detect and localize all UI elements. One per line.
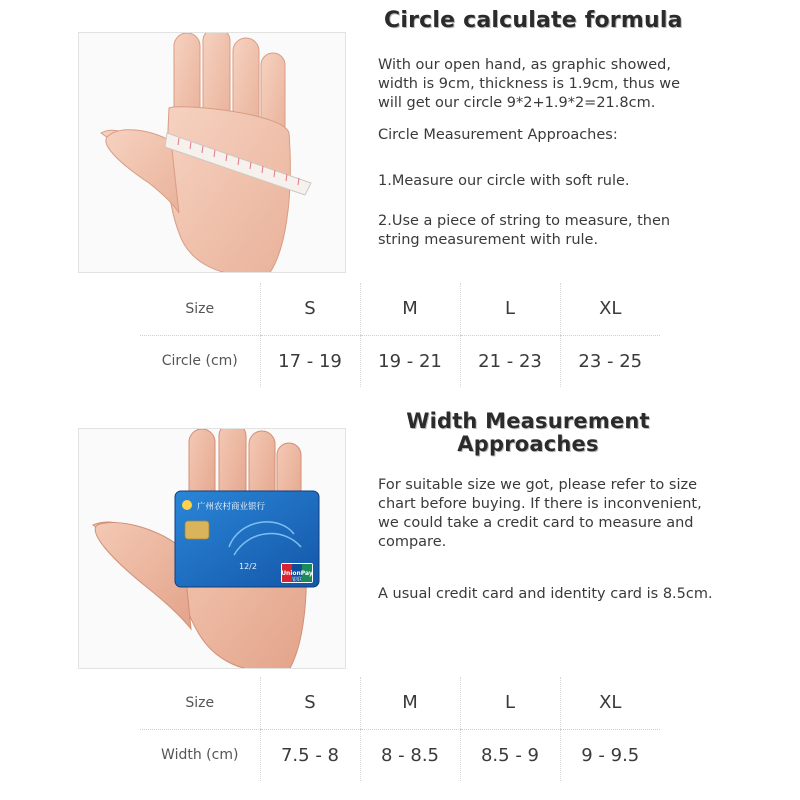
unionpay-label: UnionPay <box>281 570 313 577</box>
width-value-xl: 9 - 9.5 <box>560 729 660 781</box>
circle-size-table <box>140 283 660 387</box>
circle-value-l: 21 - 23 <box>460 335 560 387</box>
width-value-s: 7.5 - 8 <box>260 729 360 781</box>
credit-card <box>175 491 319 587</box>
size-m: M <box>360 677 460 729</box>
size-s: S <box>260 677 360 729</box>
hand-with-measuring-tape-illustration <box>79 33 346 273</box>
size-xl: XL <box>560 677 660 729</box>
hand-tape-photo <box>78 32 346 273</box>
unionpay-label-cn: 银联 <box>291 577 303 583</box>
size-m: M <box>360 283 460 335</box>
card-number-text: 12/2 <box>239 562 257 571</box>
size-l: L <box>460 677 560 729</box>
hand-card-photo <box>78 428 346 669</box>
circle-value-s: 17 - 19 <box>260 335 360 387</box>
circle-approaches-heading: Circle Measurement Approaches: <box>378 127 618 143</box>
size-header-label: Size <box>140 677 260 729</box>
size-l: L <box>460 283 560 335</box>
card-bank-name: 广州农村商业银行 <box>197 502 266 512</box>
circle-table-size-row <box>140 283 660 335</box>
width-value-m: 8 - 8.5 <box>360 729 460 781</box>
width-measurement-paragraph: For suitable size we got, please refer to size chart before buying. If there is inconvenient, we could take a credit card to measure and compare. <box>378 477 702 550</box>
width-size-table <box>140 677 660 781</box>
card-chip-icon <box>185 521 209 539</box>
circle-row-label: Circle (cm) <box>161 353 238 370</box>
width-measurement-heading <box>378 410 678 456</box>
circle-approach-2: 2.Use a piece of string to measure, then string measurement with rule. <box>378 213 671 248</box>
width-heading-line-2: Approaches <box>457 432 599 456</box>
width-row-label: Width (cm) <box>161 747 239 764</box>
circle-formula-paragraph: With our open hand, as graphic showed, width is 9cm, thickness is 1.9cm, thus we will get our circle 9*2+1.9*2=21.8cm. <box>378 57 680 111</box>
circle-value-xl: 23 - 25 <box>560 335 660 387</box>
width-heading-line-1: Width Measurement <box>406 409 650 433</box>
size-header-label: Size <box>140 283 260 335</box>
width-value-l: 8.5 - 9 <box>460 729 560 781</box>
width-table-size-row <box>140 677 660 729</box>
card-width-note: A usual credit card and identity card is 8.5cm. <box>378 586 713 602</box>
circle-approach-1: 1.Measure our circle with soft rule. <box>378 173 630 189</box>
circle-table-value-row <box>140 335 660 387</box>
size-xl: XL <box>560 283 660 335</box>
width-table-value-row <box>140 729 660 781</box>
hand-with-credit-card-illustration <box>79 429 346 669</box>
circle-formula-heading: Circle calculate formula <box>384 8 683 33</box>
circle-value-m: 19 - 21 <box>360 335 460 387</box>
size-s: S <box>260 283 360 335</box>
